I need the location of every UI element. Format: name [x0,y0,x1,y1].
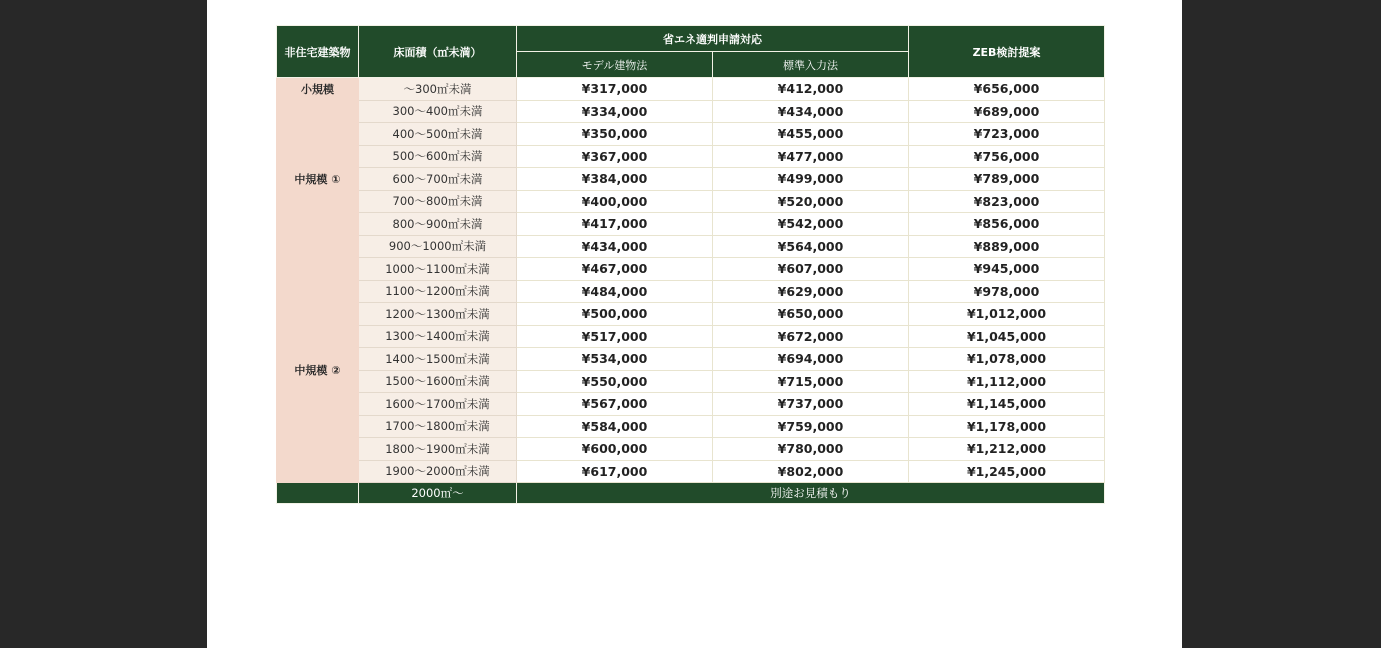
table-row [277,235,1105,258]
area-cell: 800～900㎡未満 [359,213,517,236]
header-zeb: ZEB検討提案 [909,26,1105,78]
model-price-cell: ¥550,000 [517,370,713,393]
area-cell: 1100～1200㎡未満 [359,280,517,303]
table-row [277,213,1105,236]
standard-price-cell: ¥780,000 [713,438,909,461]
model-price-cell: ¥600,000 [517,438,713,461]
table-row [277,168,1105,191]
zeb-price-cell: ¥1,212,000 [909,438,1105,461]
area-cell: 500～600㎡未満 [359,145,517,168]
table-row [277,325,1105,348]
model-price-cell: ¥367,000 [517,145,713,168]
zeb-price-cell: ¥656,000 [909,78,1105,101]
table-row [277,145,1105,168]
table-body [277,78,1105,483]
table-row [277,348,1105,371]
zeb-price-cell: ¥889,000 [909,235,1105,258]
document-page [207,0,1182,648]
area-cell: 1300～1400㎡未満 [359,325,517,348]
zeb-price-cell: ¥1,012,000 [909,303,1105,326]
area-cell: 1500～1600㎡未満 [359,370,517,393]
standard-price-cell: ¥455,000 [713,123,909,146]
table-row [277,258,1105,281]
model-price-cell: ¥417,000 [517,213,713,236]
table-row [277,370,1105,393]
standard-price-cell: ¥759,000 [713,415,909,438]
footer-note: 別途お見積もり [517,483,1105,504]
standard-price-cell: ¥672,000 [713,325,909,348]
zeb-price-cell: ¥1,245,000 [909,460,1105,483]
header-building: 非住宅建築物 [277,26,359,78]
model-price-cell: ¥584,000 [517,415,713,438]
area-cell: 1000～1100㎡未満 [359,258,517,281]
area-cell: 700～800㎡未満 [359,190,517,213]
header-model: モデル建物法 [517,52,713,78]
standard-price-cell: ¥629,000 [713,280,909,303]
standard-price-cell: ¥520,000 [713,190,909,213]
zeb-price-cell: ¥856,000 [909,213,1105,236]
area-cell: 1900～2000㎡未満 [359,460,517,483]
table-row [277,438,1105,461]
zeb-price-cell: ¥978,000 [909,280,1105,303]
header-group: 省エネ適判申請対応 [517,26,909,52]
model-price-cell: ¥334,000 [517,100,713,123]
standard-price-cell: ¥737,000 [713,393,909,416]
zeb-price-cell: ¥1,045,000 [909,325,1105,348]
table-footer-row [277,483,1105,504]
standard-price-cell: ¥694,000 [713,348,909,371]
table-row [277,123,1105,146]
zeb-price-cell: ¥756,000 [909,145,1105,168]
standard-price-cell: ¥542,000 [713,213,909,236]
table-row [277,460,1105,483]
area-cell: 1400～1500㎡未満 [359,348,517,371]
standard-price-cell: ¥802,000 [713,460,909,483]
category-cell: 中規模 ② [277,258,359,483]
table-row [277,303,1105,326]
zeb-price-cell: ¥945,000 [909,258,1105,281]
zeb-price-cell: ¥789,000 [909,168,1105,191]
standard-price-cell: ¥477,000 [713,145,909,168]
area-cell: 900～1000㎡未満 [359,235,517,258]
footer-category-cell [277,483,359,504]
standard-price-cell: ¥499,000 [713,168,909,191]
area-cell: 1800～1900㎡未満 [359,438,517,461]
model-price-cell: ¥534,000 [517,348,713,371]
model-price-cell: ¥467,000 [517,258,713,281]
standard-price-cell: ¥607,000 [713,258,909,281]
standard-price-cell: ¥650,000 [713,303,909,326]
model-price-cell: ¥317,000 [517,78,713,101]
area-cell: 300～400㎡未満 [359,100,517,123]
table-row [277,190,1105,213]
category-cell: 中規模 ① [277,100,359,258]
model-price-cell: ¥500,000 [517,303,713,326]
table-row [277,393,1105,416]
zeb-price-cell: ¥1,112,000 [909,370,1105,393]
standard-price-cell: ¥434,000 [713,100,909,123]
area-cell: 1700～1800㎡未満 [359,415,517,438]
area-cell: 1200～1300㎡未満 [359,303,517,326]
zeb-price-cell: ¥1,145,000 [909,393,1105,416]
model-price-cell: ¥434,000 [517,235,713,258]
area-cell: 1600～1700㎡未満 [359,393,517,416]
area-cell: 400～500㎡未満 [359,123,517,146]
footer-area: 2000㎡～ [359,483,517,504]
header-area: 床面積（㎡未満） [359,26,517,78]
model-price-cell: ¥517,000 [517,325,713,348]
model-price-cell: ¥617,000 [517,460,713,483]
area-cell: 600～700㎡未満 [359,168,517,191]
standard-price-cell: ¥715,000 [713,370,909,393]
model-price-cell: ¥567,000 [517,393,713,416]
model-price-cell: ¥484,000 [517,280,713,303]
model-price-cell: ¥350,000 [517,123,713,146]
zeb-price-cell: ¥823,000 [909,190,1105,213]
zeb-price-cell: ¥689,000 [909,100,1105,123]
table-row [277,280,1105,303]
table-row [277,78,1105,101]
model-price-cell: ¥384,000 [517,168,713,191]
header-standard: 標準入力法 [713,52,909,78]
category-cell: 小規模 [277,78,359,101]
price-table [276,25,1105,504]
zeb-price-cell: ¥1,078,000 [909,348,1105,371]
zeb-price-cell: ¥1,178,000 [909,415,1105,438]
area-cell: ～300㎡未満 [359,78,517,101]
standard-price-cell: ¥412,000 [713,78,909,101]
table-row [277,100,1105,123]
model-price-cell: ¥400,000 [517,190,713,213]
zeb-price-cell: ¥723,000 [909,123,1105,146]
table-row [277,415,1105,438]
standard-price-cell: ¥564,000 [713,235,909,258]
